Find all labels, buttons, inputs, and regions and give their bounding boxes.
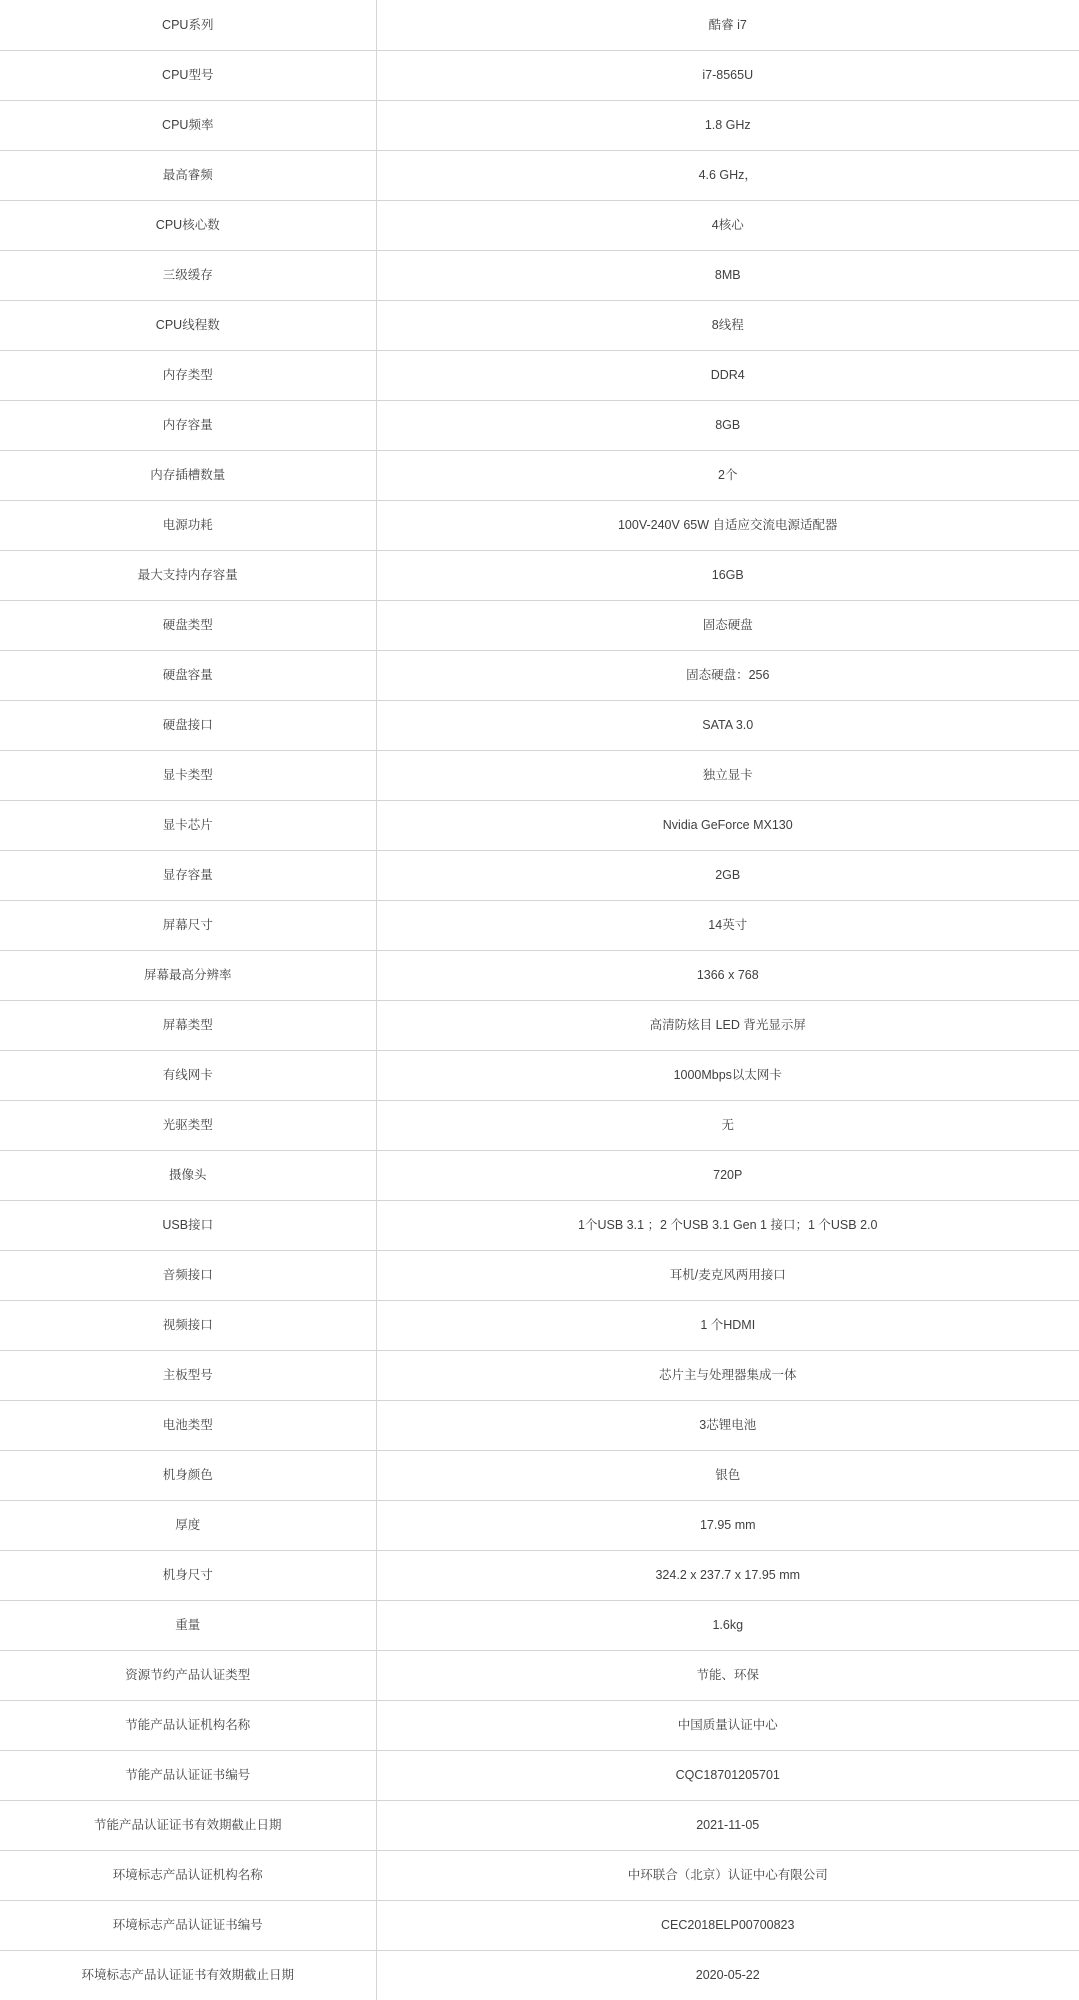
spec-value: 2个 xyxy=(376,450,1079,500)
spec-value: 固态硬盘 xyxy=(376,600,1079,650)
spec-row xyxy=(0,1450,1079,1500)
spec-label: 节能产品认证证书编号 xyxy=(0,1750,376,1800)
spec-label: 显卡类型 xyxy=(0,750,376,800)
spec-value: 耳机/麦克风两用接口 xyxy=(376,1250,1079,1300)
spec-value: 2020-05-22 xyxy=(695,1968,760,1983)
spec-value: 无 xyxy=(376,1100,1079,1150)
spec-value: 17.95 mm xyxy=(376,1500,1079,1550)
spec-label: USB接口 xyxy=(0,1200,376,1250)
spec-value: 14英寸 xyxy=(376,900,1079,950)
spec-label: 内存类型 xyxy=(0,350,376,400)
spec-value: SATA 3.0 xyxy=(376,700,1079,750)
spec-row xyxy=(0,850,1079,900)
spec-row xyxy=(0,1150,1079,1200)
spec-value: 1 个HDMI xyxy=(376,1300,1079,1350)
spec-row xyxy=(0,50,1079,100)
spec-value: 324.2 x 237.7 x 17.95 mm xyxy=(376,1550,1079,1600)
spec-row xyxy=(0,1850,1079,1900)
spec-value: Nvidia GeForce MX130 xyxy=(376,800,1079,850)
spec-row xyxy=(0,1100,1079,1150)
spec-row xyxy=(0,1200,1079,1250)
spec-row xyxy=(0,1350,1079,1400)
spec-label: 音频接口 xyxy=(0,1250,376,1300)
spec-row xyxy=(0,800,1079,850)
spec-row xyxy=(0,950,1079,1000)
spec-label: 有线网卡 xyxy=(0,1050,376,1100)
spec-label: 屏幕尺寸 xyxy=(0,900,376,950)
spec-label: 显存容量 xyxy=(0,850,376,900)
spec-row xyxy=(0,250,1079,300)
spec-label: 主板型号 xyxy=(0,1350,376,1400)
spec-value: 独立显卡 xyxy=(376,750,1079,800)
spec-row xyxy=(0,1700,1079,1750)
spec-label: 环境标志产品认证证书编号 xyxy=(0,1900,376,1950)
spec-label: 光驱类型 xyxy=(0,1100,376,1150)
spec-value: 720P xyxy=(376,1150,1079,1200)
spec-row xyxy=(0,300,1079,350)
spec-row xyxy=(0,1900,1079,1950)
spec-label: CPU频率 xyxy=(0,100,376,150)
spec-label: 最大支持内存容量 xyxy=(0,550,376,600)
spec-label: CPU线程数 xyxy=(0,300,376,350)
spec-label: 硬盘类型 xyxy=(0,600,376,650)
spec-label: 重量 xyxy=(0,1600,376,1650)
spec-label: 节能产品认证证书有效期截止日期 xyxy=(0,1800,376,1850)
spec-label: 资源节约产品认证类型 xyxy=(0,1650,376,1700)
spec-label: 显卡芯片 xyxy=(0,800,376,850)
spec-label: 节能产品认证机构名称 xyxy=(0,1700,376,1750)
spec-row xyxy=(0,0,1079,50)
spec-label: 环境标志产品认证机构名称 xyxy=(0,1850,376,1900)
spec-value: 固态硬盘：256 xyxy=(376,650,1079,700)
spec-label: 屏幕类型 xyxy=(0,1000,376,1050)
spec-label: 电池类型 xyxy=(0,1400,376,1450)
spec-label: 最高睿频 xyxy=(0,150,376,200)
spec-value: DDR4 xyxy=(376,350,1079,400)
spec-value: i7-8565U xyxy=(376,50,1079,100)
spec-row xyxy=(0,1000,1079,1050)
spec-row xyxy=(0,100,1079,150)
spec-label: 内存插槽数量 xyxy=(0,450,376,500)
spec-value: 3芯锂电池 xyxy=(376,1400,1079,1450)
spec-value: 1.6kg xyxy=(376,1600,1079,1650)
spec-value: 芯片主与处理器集成一体 xyxy=(376,1350,1079,1400)
spec-label: 三级缓存 xyxy=(0,250,376,300)
spec-value: 1000Mbps以太网卡 xyxy=(376,1050,1079,1100)
spec-row xyxy=(0,450,1079,500)
spec-value: 1个USB 3.1 ；2 个USB 3.1 Gen 1 接口；1 个USB 2.0 xyxy=(376,1200,1079,1250)
spec-value: 2GB xyxy=(376,850,1079,900)
spec-row xyxy=(0,400,1079,450)
spec-value: 8线程 xyxy=(376,300,1079,350)
spec-value: CQC18701205701 xyxy=(376,1750,1079,1800)
spec-label: 厚度 xyxy=(0,1500,376,1550)
spec-value: 酷睿 i7 xyxy=(376,0,1079,50)
spec-value: 中国质量认证中心 xyxy=(376,1700,1079,1750)
spec-value: 2021-11-05 xyxy=(376,1800,1079,1850)
spec-row xyxy=(0,500,1079,550)
spec-label: 内存容量 xyxy=(0,400,376,450)
spec-label: 环境标志产品认证证书有效期截止日期 xyxy=(0,1950,376,2000)
spec-row xyxy=(0,1500,1079,1550)
spec-row xyxy=(0,550,1079,600)
spec-row xyxy=(0,700,1079,750)
spec-label: 硬盘容量 xyxy=(0,650,376,700)
spec-row xyxy=(0,1600,1079,1650)
spec-row xyxy=(0,1550,1079,1600)
spec-row xyxy=(0,1300,1079,1350)
spec-value: 银色 xyxy=(376,1450,1079,1500)
spec-value: 1366 x 768 xyxy=(376,950,1079,1000)
spec-value: 100V-240V 65W 自适应交流电源适配器 xyxy=(376,500,1079,550)
spec-value: 高清防炫目 LED 背光显示屏 xyxy=(376,1000,1079,1050)
spec-value: 中环联合（北京）认证中心有限公司 xyxy=(376,1850,1079,1900)
spec-value: 8GB xyxy=(376,400,1079,450)
spec-row xyxy=(0,1750,1079,1800)
spec-label: 摄像头 xyxy=(0,1150,376,1200)
spec-label: 视频接口 xyxy=(0,1300,376,1350)
spec-value: 节能、环保 xyxy=(376,1650,1079,1700)
spec-value: 16GB xyxy=(376,550,1079,600)
spec-value: 4核心 xyxy=(376,200,1079,250)
spec-row xyxy=(0,350,1079,400)
spec-row xyxy=(0,150,1079,200)
spec-value: 1.8 GHz xyxy=(376,100,1079,150)
spec-row xyxy=(0,1400,1079,1450)
spec-row xyxy=(0,1050,1079,1100)
spec-label: CPU系列 xyxy=(0,0,376,50)
spec-row xyxy=(0,650,1079,700)
spec-row xyxy=(0,1650,1079,1700)
spec-value: CEC2018ELP00700823 xyxy=(376,1900,1079,1950)
spec-row xyxy=(0,1950,1079,2000)
spec-label: 机身尺寸 xyxy=(0,1550,376,1600)
spec-row xyxy=(0,200,1079,250)
spec-label: 硬盘接口 xyxy=(0,700,376,750)
spec-row xyxy=(0,750,1079,800)
spec-label: 屏幕最高分辨率 xyxy=(0,950,376,1000)
spec-row xyxy=(0,900,1079,950)
spec-row xyxy=(0,1250,1079,1300)
spec-label: 机身颜色 xyxy=(0,1450,376,1500)
spec-label: CPU型号 xyxy=(0,50,376,100)
spec-value: 4.6 GHz， xyxy=(376,150,1079,200)
spec-label: 电源功耗 xyxy=(0,500,376,550)
spec-row xyxy=(0,1800,1079,1850)
spec-value: 8MB xyxy=(376,250,1079,300)
spec-row xyxy=(0,600,1079,650)
spec-label: CPU核心数 xyxy=(0,200,376,250)
